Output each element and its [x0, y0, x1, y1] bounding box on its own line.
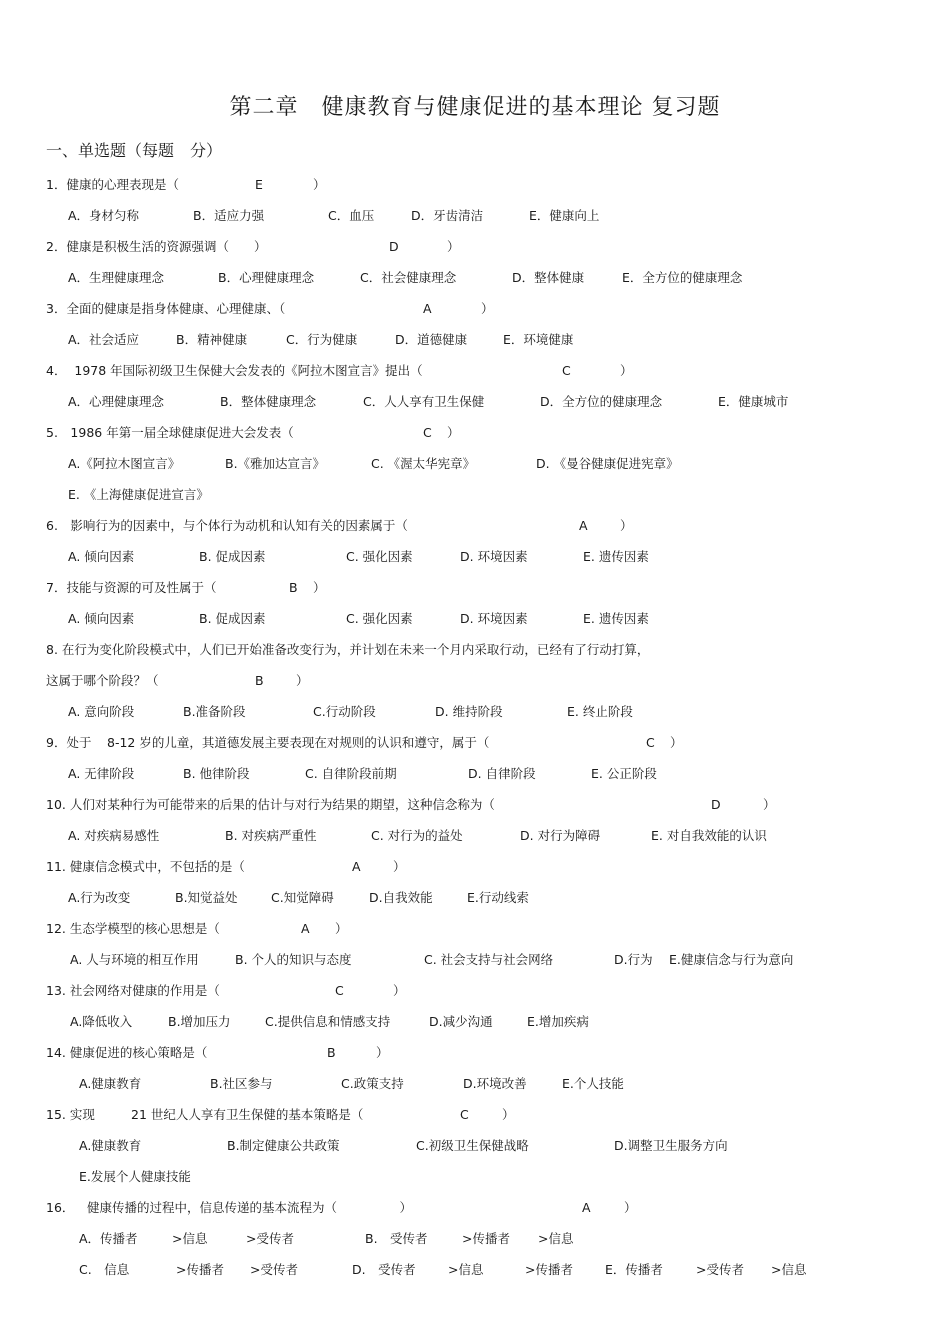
line-text: 2．健康是积极生活的资源强调（ ） — [46, 239, 267, 254]
line-text: B. 对疾病严重性 — [225, 828, 317, 843]
line-text: A.《阿拉木图宣言》 — [68, 456, 181, 471]
question-line — [0, 981, 950, 1001]
line-text: E．全方位的健康理念 — [622, 270, 743, 285]
question-line — [0, 299, 950, 319]
line-text: >信息 — [172, 1231, 208, 1246]
question-line — [0, 361, 950, 381]
question-line — [0, 578, 950, 598]
line-text: B. 个人的知识与态度 — [235, 952, 352, 967]
question-line — [0, 1260, 950, 1280]
line-text: A — [301, 921, 310, 936]
line-text: D．道德健康 — [395, 332, 468, 347]
line-text: 13. 社会网络对健康的作用是（ — [46, 983, 220, 998]
line-text: B — [255, 673, 264, 688]
line-text: A — [579, 518, 588, 533]
line-text: 3．全面的健康是指身体健康、心理健康、（ — [46, 301, 286, 316]
question-line — [0, 609, 950, 629]
line-text: B．适应力强 — [193, 208, 265, 223]
line-text: D — [389, 239, 399, 254]
line-text: D. 对行为障碍 — [520, 828, 601, 843]
line-text: D.行为 — [614, 952, 653, 967]
question-line — [0, 423, 950, 443]
line-text: C — [646, 735, 655, 750]
line-text: 4． 1978 年国际初级卫生保健大会发表的《阿拉木图宣言》提出（ — [46, 363, 423, 378]
line-text: 16． — [46, 1200, 75, 1215]
line-text: A. 人与环境的相互作用 — [70, 952, 199, 967]
line-text: E. 公正阶段 — [591, 766, 657, 781]
question-line — [0, 826, 950, 846]
line-text: D．整体健康 — [512, 270, 585, 285]
line-text: A.健康教育 — [79, 1138, 142, 1153]
line-text: C．行为健康 — [286, 332, 358, 347]
question-line — [0, 950, 950, 970]
question-line — [0, 857, 950, 877]
line-text: D. 维持阶段 — [435, 704, 503, 719]
line-text: E.健康信念与行为意向 — [669, 952, 794, 967]
line-text: E．环境健康 — [503, 332, 574, 347]
question-line — [0, 516, 950, 536]
line-text: B.《雅加达宣言》 — [225, 456, 326, 471]
line-text: A. 无律阶段 — [68, 766, 135, 781]
line-text: ） — [393, 983, 406, 998]
line-text: E．健康向上 — [529, 208, 600, 223]
line-text: C — [423, 425, 432, 440]
question-line — [0, 764, 950, 784]
document-title: 第二章 健康教育与健康促进的基本理论 复习题 — [229, 95, 721, 120]
line-text: A.健康教育 — [79, 1076, 142, 1091]
line-text: A．身材匀称 — [68, 208, 140, 223]
question-line — [0, 485, 950, 505]
line-text: D．牙齿清洁 — [411, 208, 484, 223]
line-text: ） — [447, 425, 460, 440]
line-text: ） — [313, 580, 326, 595]
line-text: ） — [335, 921, 348, 936]
question-line — [0, 175, 950, 195]
line-text: A.行为改变 — [68, 890, 131, 905]
line-text: 14. 健康促进的核心策略是（ — [46, 1045, 208, 1060]
line-text: B．精神健康 — [176, 332, 248, 347]
line-text: B. 他律阶段 — [183, 766, 250, 781]
line-text: E — [255, 177, 263, 192]
line-text: B. 促成因素 — [199, 549, 266, 564]
line-text: B．整体健康理念 — [220, 394, 317, 409]
question-line — [0, 330, 950, 350]
line-text: D.自我效能 — [369, 890, 433, 905]
line-text: >受传者 — [246, 1231, 294, 1246]
question-line — [0, 702, 950, 722]
question-line — [0, 1136, 950, 1156]
line-text: C．社会健康理念 — [360, 270, 457, 285]
line-text: B.知觉益处 — [175, 890, 238, 905]
line-text: A．社会适应 — [68, 332, 140, 347]
line-text: C. 强化因素 — [346, 549, 413, 564]
line-text: C.行动阶段 — [313, 704, 376, 719]
line-text: E.行动线索 — [467, 890, 529, 905]
line-text: A.降低收入 — [70, 1014, 133, 1029]
line-text: C — [335, 983, 344, 998]
line-text: B. 受传者 — [365, 1231, 428, 1246]
line-text: ） — [620, 363, 633, 378]
line-text: E.个人技能 — [562, 1076, 624, 1091]
question-line — [0, 547, 950, 567]
line-text: D.调整卫生服务方向 — [614, 1138, 728, 1153]
line-text: ） — [481, 301, 494, 316]
question-line — [0, 392, 950, 412]
line-text: C — [460, 1107, 469, 1122]
question-line — [0, 1012, 950, 1032]
question-line — [0, 733, 950, 753]
line-text: E. 遗传因素 — [583, 549, 649, 564]
line-text: D. 环境因素 — [460, 611, 528, 626]
line-text: ） — [620, 518, 633, 533]
line-text: C. 对行为的益处 — [371, 828, 463, 843]
line-text: C. 强化因素 — [346, 611, 413, 626]
line-text: 8. 在行为变化阶段模式中，人们已开始准备改变行为，并计划在未来一个月内采取行动，已经有了行动打算， — [46, 642, 650, 657]
line-text: 这属于哪个阶段？（ — [46, 673, 159, 688]
section-heading: 一、单选题（每题 分） — [46, 141, 223, 160]
line-text: >信息 — [771, 1262, 807, 1277]
line-text: C．血压 — [328, 208, 375, 223]
line-text: B.制定健康公共政策 — [227, 1138, 340, 1153]
line-text: B.准备阶段 — [183, 704, 246, 719]
line-text: >信息 — [448, 1262, 484, 1277]
line-text: 1．健康的心理表现是（ — [46, 177, 179, 192]
question-line — [0, 1167, 950, 1187]
line-text: C. 自律阶段前期 — [305, 766, 397, 781]
line-text: 21 世纪人人享有卫生保健的基本策略是（ — [131, 1107, 364, 1122]
line-text: A．心理健康理念 — [68, 394, 165, 409]
line-text: D. 自律阶段 — [468, 766, 536, 781]
line-text: B — [327, 1045, 336, 1060]
line-text: ） — [624, 1200, 637, 1215]
line-text: 12. 生态学模型的核心思想是（ — [46, 921, 220, 936]
question-line — [0, 206, 950, 226]
line-text: C.提供信息和情感支持 — [265, 1014, 391, 1029]
line-text: 5. 1986 年第一届全球健康促进大会发表（ — [46, 425, 294, 440]
line-text: >受传者 — [250, 1262, 298, 1277]
line-text: B. 促成因素 — [199, 611, 266, 626]
line-text: E.发展个人健康技能 — [79, 1169, 191, 1184]
line-text: 10. 人们对某种行为可能带来的后果的估计与对行为结果的期望，这种信念称为（ — [46, 797, 495, 812]
line-text: 9．处于 — [46, 735, 92, 750]
line-text: ） — [447, 239, 460, 254]
line-text: >传播者 — [525, 1262, 573, 1277]
line-text: D．全方位的健康理念 — [540, 394, 663, 409]
line-text: C.初级卫生保健战略 — [416, 1138, 529, 1153]
question-line — [0, 1198, 950, 1218]
line-text: E．传播者 — [605, 1262, 663, 1277]
line-text: 健康传播的过程中，信息传递的基本流程为（ ） — [87, 1200, 413, 1215]
line-text: ） — [502, 1107, 515, 1122]
line-text: A．生理健康理念 — [68, 270, 165, 285]
question-line — [0, 1043, 950, 1063]
line-text: B.社区参与 — [210, 1076, 273, 1091]
question-line — [0, 1105, 950, 1125]
line-text: >信息 — [538, 1231, 574, 1246]
line-text: E．健康城市 — [718, 394, 789, 409]
line-text: ） — [670, 735, 683, 750]
line-text: D. 受传者 — [352, 1262, 416, 1277]
line-text: D.减少沟通 — [429, 1014, 493, 1029]
line-text: E. 终止阶段 — [567, 704, 633, 719]
line-text: >传播者 — [176, 1262, 224, 1277]
line-text: B — [289, 580, 298, 595]
line-text: 7．技能与资源的可及性属于（ — [46, 580, 217, 595]
line-text: C.知觉障碍 — [271, 890, 334, 905]
line-text: ） — [376, 1045, 389, 1060]
line-text: 8-12 岁的儿童，其道德发展主要表现在对规则的认识和遵守，属于（ — [107, 735, 490, 750]
line-text: D. 环境因素 — [460, 549, 528, 564]
line-text: C.政策支持 — [341, 1076, 404, 1091]
line-text: A — [352, 859, 361, 874]
question-line — [0, 268, 950, 288]
line-text: A. 对疾病易感性 — [68, 828, 160, 843]
line-text: A — [423, 301, 432, 316]
question-line — [0, 919, 950, 939]
line-text: 11. 健康信念模式中，不包括的是（ — [46, 859, 245, 874]
question-line — [0, 454, 950, 474]
line-text: A. 意向阶段 — [68, 704, 135, 719]
line-text: C．人人享有卫生保健 — [363, 394, 485, 409]
line-text: >传播者 — [462, 1231, 510, 1246]
line-text: D. 《曼谷健康促进宪章》 — [536, 456, 679, 471]
line-text: A．传播者 — [79, 1231, 138, 1246]
line-text: C — [562, 363, 571, 378]
line-text: 15. 实现 — [46, 1107, 95, 1122]
line-text: E.增加疾病 — [527, 1014, 589, 1029]
line-text: ） — [393, 859, 406, 874]
line-text: >受传者 — [696, 1262, 744, 1277]
line-text: D.环境改善 — [463, 1076, 527, 1091]
line-text: E. 对自我效能的认识 — [651, 828, 767, 843]
line-text: ） — [763, 797, 776, 812]
line-text: E. 遗传因素 — [583, 611, 649, 626]
line-text: C. 社会支持与社会网络 — [424, 952, 554, 967]
question-line — [0, 671, 950, 691]
line-text: D — [711, 797, 721, 812]
line-text: B．心理健康理念 — [218, 270, 315, 285]
line-text: C. 《渥太华宪章》 — [371, 456, 476, 471]
question-line — [0, 640, 950, 660]
question-line — [0, 1074, 950, 1094]
line-text: 6. 影响行为的因素中，与个体行为动机和认知有关的因素属于（ — [46, 518, 408, 533]
line-text: B.增加压力 — [168, 1014, 231, 1029]
question-line — [0, 237, 950, 257]
line-text: ） — [313, 177, 326, 192]
line-text: ） — [296, 673, 309, 688]
question-line — [0, 795, 950, 815]
line-text: E. 《上海健康促进宣言》 — [68, 487, 209, 502]
question-line — [0, 888, 950, 908]
question-line — [0, 1229, 950, 1249]
line-text: C. 信息 — [79, 1262, 130, 1277]
line-text: A — [582, 1200, 591, 1215]
line-text: A. 倾向因素 — [68, 549, 135, 564]
line-text: A. 倾向因素 — [68, 611, 135, 626]
